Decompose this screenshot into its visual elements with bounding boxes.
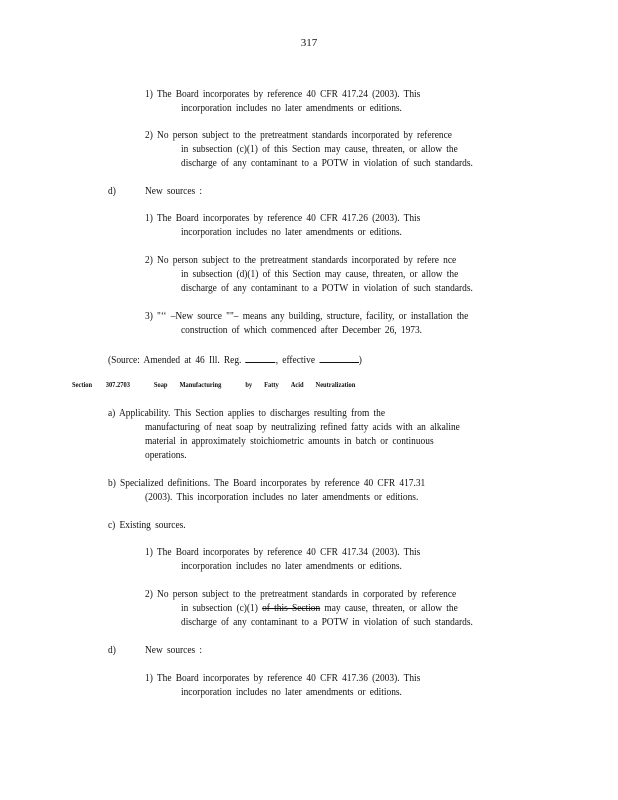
paragraph-line: incorporation includes no later amendments or editions. (181, 561, 402, 572)
paragraph-line: incorporation includes no later amendments or editions. (181, 227, 402, 238)
paragraph-line: 2) No person subject to the pretreatment standards in corporated by reference (145, 589, 457, 600)
paragraph-line (181, 603, 458, 615)
source-note-suffix: ) (358, 355, 362, 366)
paragraph-line: material in approximately stoichiometric amounts in batch or continuous (145, 436, 434, 447)
subsection-heading: New sources : (145, 186, 203, 197)
paragraph-line: in subsection (c)(1) of this Section may cause, threaten, or allow the (181, 144, 458, 155)
paragraph-line: construction of which commenced after December 26, 1973. (181, 325, 423, 336)
blank-line (319, 353, 358, 363)
paragraph-line: discharge of any contaminant to a POTW in violation of such standards. (181, 617, 473, 628)
paragraph-line: discharge of any contaminant to a POTW in violation of such standards. (181, 158, 473, 169)
section-title-word: Acid (290, 380, 304, 389)
source-note-prefix: (Source: Amended at 46 Ill. Reg. (108, 355, 242, 366)
paragraph-line: b) Specialized definitions. The Board incorporates by reference 40 CFR 417.31 (108, 478, 426, 489)
paragraph-line: incorporation includes no later amendments or editions. (181, 103, 402, 114)
section-label: Section (72, 380, 93, 389)
paragraph-line: 1) The Board incorporates by reference 40 CFR 417.24 (2003). This (145, 89, 421, 100)
paragraph-line: 1) The Board incorporates by reference 40 CFR 417.34 (2003). This (145, 547, 421, 558)
paragraph-line: in subsection (d)(1) of this Section may cause, threaten, or allow the (181, 269, 459, 280)
paragraph-line: 2) No person subject to the pretreatment standards incorporated by refere nce (145, 255, 457, 266)
struck-text: of this Section (262, 603, 321, 614)
page-number: 317 (300, 37, 318, 49)
paragraph-line: discharge of any contaminant to a POTW in violation of such standards. (181, 283, 473, 294)
section-title-word: by (245, 380, 253, 389)
paragraph-line: 3) "‘‘ –New source ""– means any building, structure, facility, or installation the (145, 311, 469, 322)
paragraph-line: incorporation includes no later amendments or editions. (181, 687, 402, 698)
section-title-word: Neutralization (315, 380, 356, 389)
list-label: d) (108, 186, 116, 197)
paragraph-line: 2) No person subject to the pretreatment standards incorporated by reference (145, 130, 452, 141)
section-title-word: Fatty (264, 380, 279, 389)
source-note (108, 353, 362, 367)
section-title-word: Soap (153, 380, 168, 389)
blank-line (246, 353, 276, 363)
paragraph-line: 1) The Board incorporates by reference 40 CFR 417.26 (2003). This (145, 213, 421, 224)
section-heading (72, 380, 355, 390)
paragraph-line: (2003). This incorporation includes no later amendments or editions. (145, 492, 419, 503)
section-number: 307.2703 (105, 380, 130, 389)
subsection-heading: New sources : (145, 645, 203, 656)
paragraph-line: manufacturing of neat soap by neutralizing refined fatty acids with an alkaline (145, 422, 460, 433)
paragraph-line: operations. (145, 450, 187, 461)
section-title-word: Manufacturing (179, 380, 222, 389)
text-fragment: may cause, threaten, or allow the (324, 603, 458, 614)
paragraph-line: a) Applicability. This Section applies to discharges resulting from the (108, 408, 386, 419)
list-label: d) (108, 645, 116, 656)
subsection-heading: c) Existing sources. (108, 520, 186, 531)
paragraph-line: 1) The Board incorporates by reference 40 CFR 417.36 (2003). This (145, 673, 421, 684)
source-note-middle: , effective (275, 355, 316, 366)
text-fragment: in subsection (c)(1) (181, 603, 258, 614)
